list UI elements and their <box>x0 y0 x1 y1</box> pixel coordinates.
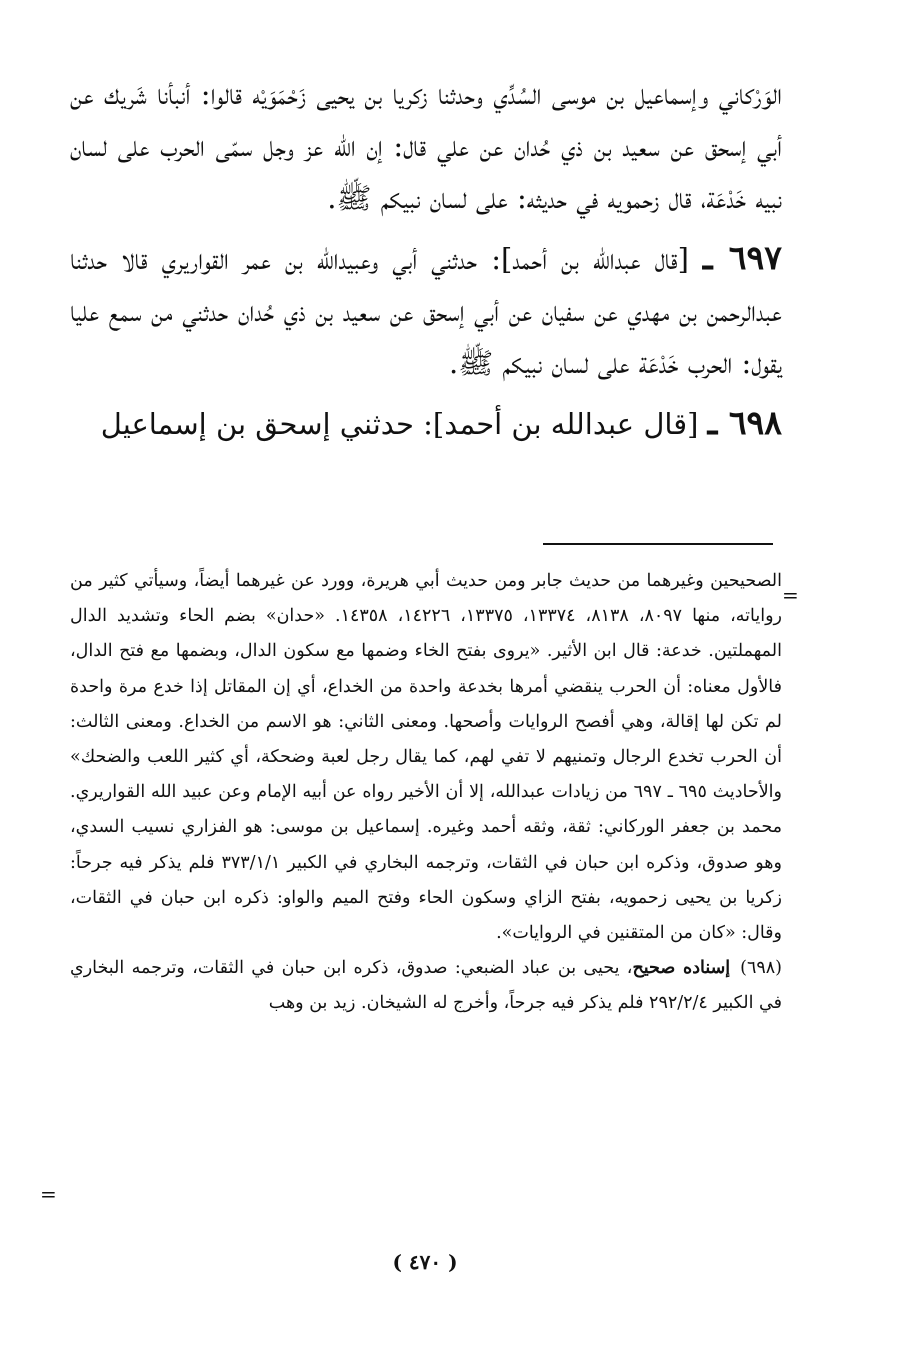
footnote-698-label: إسناده صحيح <box>632 958 731 979</box>
footnote-697-continuation: الصحيحين وغيرهما من حديث جابر ومن حديث أبي هريرة، وورد عن غيرهما أيضاً، وسيأتي كثير من رواياته، منها ٨٠٩٧، ٨١٣٨، ١٣٣٧٤، ١٣٣٧٥، ١٤٢٢٦، ١٤٣٥٨. «حدان» بضم الحاء وتشديد الدال المهملتين. خدعة: قال ابن الأثير. «يروى بفتح الخاء وضمها مع سكون الدال، وبضمها مع فتح الدال، فالأول معناه: أن الحرب ينقضي أمرها بخدعة واحدة من الخداع، أي إن المقاتل إذا خدع مرة واحدة لم تكن لها إقالة، وهي أفصح الروايات وأصحها. ومعنى الثاني: هو الاسم من الخداع. ومعنى الثالث: أن الحرب تخدع الرجال وتمنيهم لا تفي لهم، كما يقال رجل لعبة وضحكة، أي كثير اللعب والضحك» والأحاديث ٦٩٥ ـ ٦٩٧ من زيادات عبدالله، إلا أن الأخير رواه عن أبيه الإمام وعن عبيد الله القواريري. محمد بن جعفر الوركاني: ثقة، وثقه أحمد وغيره. إسماعيل بن موسى: هو الفزاري نسيب السدي، وهو صدوق، وذكره ابن حبان في الثقات، وترجمه البخاري في الكبير ٣٧٣/١/١ فلم يذكر فيه جرحاً: زكريا بن يحيى زحمويه، بفتح الزاي وسكون الحاء وفتح الميم والواو: ذكره ابن حبان في الثقات، وقال: «كان من المتقنين في الروايات». <box>70 571 782 944</box>
hadith-698-text: [قال عبدالله بن أحمد]: حدثني إسحق بن إسماعيل <box>100 407 708 441</box>
hadith-697 <box>70 232 782 389</box>
footnote-divider <box>543 543 773 545</box>
footnote-698-text: ، يحيى بن عباد الضبعي: صدوق، ذكره ابن حبان في الثقات، وترجمه البخاري في الكبير ٢٩٢/٢/٤ فلم يذكر فيه جرحاً، وأخرج له الشيخان. زيد بن وهب <box>70 958 782 1014</box>
footnotes-block <box>70 564 782 1022</box>
footnote-698 <box>70 951 782 1021</box>
hadith-697-number: ٦٩٧ ـ <box>702 238 782 277</box>
footnote-698-number: (٦٩٨) <box>740 958 782 979</box>
hadith-696-continuation: الوَرْكاني وإسماعيل بن موسى السُدِّي وحدثنا زكريا بن يحيى زَحْمَوَيْه قالوا: أنبأنا شَريك عن أبي إسحق عن سعيد بن ذي حُدان عن علي قال: إن الله عز وجل سمّى الحرب على لسان نبيه خَدْعَة، قال زحمويه في حديثه: على لسان نبيكم ﷺ. <box>70 77 782 215</box>
hadith-698 <box>70 397 782 450</box>
page-number: ( ٤٧٠ ) <box>392 1250 458 1274</box>
hadith-697-text: [قال عبدالله بن أحمد]: حدثني أبي وعبيدالله بن عمر القواريري قالا حدثنا عبدالرحمن بن مهدي عن سفيان عن أبي إسحق عن سعيد بن ذي حُدان حدثني من سمع عليا يقول: الحرب خَدْعَة على لسان نبيكم ﷺ. <box>70 242 782 380</box>
footnote-continues-mark: = <box>40 1182 57 1206</box>
main-text-block <box>70 68 782 458</box>
hadith-698-number: ٦٩٨ ـ <box>707 403 782 442</box>
footnote-continued-from-mark: = <box>782 583 799 607</box>
